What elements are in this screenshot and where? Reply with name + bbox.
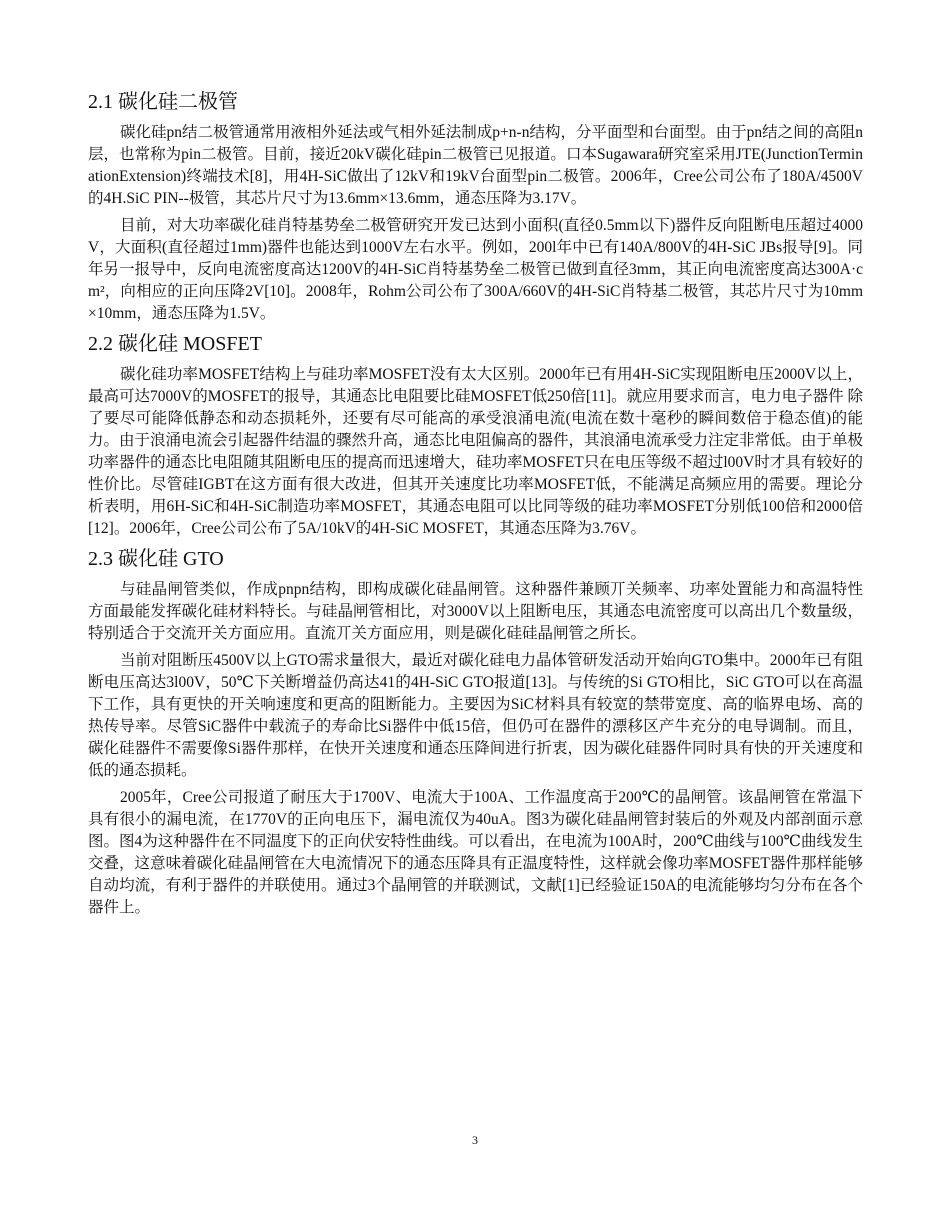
page-number: 3 — [472, 1133, 478, 1147]
section-heading-mosfet: 2.2 碳化硅 MOSFET — [88, 333, 262, 355]
paragraph-gto-cree: 2005年，Cree公司报道了耐压大于1700V、电流大于100A、工作温度高于200℃的晶闸管。该晶闸管在常温下具有很小的漏电流，在1770V的正向电压下，漏电流仅为40uA。图3为碳化硅晶闸管封装后的外观及内部剖面示意图。图4为这种器件在不同温度下的正向伏安特性曲线。可以看出，在电流为100A时，200℃曲线与100℃曲线发生交叠，这意味着碳化硅晶闸管在大电流情况下的通态压降具有正温度特性，这样就会像功率MOSFET器件那样能够自动均流，有利于器件的并联使用。通过3个晶闸管的并联测试，文献[1]已经验证150A的电流能够均匀分布在各个器件上。 — [88, 789, 863, 916]
paragraph-gto-demand: 当前对阻断压4500V以上GTO需求量很大，最近对碳化硅电力晶体管研发活动开始向GTO集中。2000年已有阻断电压高达3l00V，50℃下关断增益仍高达41的4H-SiC GTO报道[13]。与传统的Si GTO相比，SiC GTO可以在高温下工作，具有更快的开关响速度和更高的阻断能力。主要因为SiC材料具有较宽的禁带宽度、高的临界电场、高的热传导率。尽管SiC器件中载流子的寿命比Si器件中低15倍，但仍可在器件的漂移区产牛充分的电导调制。而且，碳化硅器件不需要像Si器件那样，在快开关速度和通态压降间进行折衷，因为碳化硅器件同时具有快的开关速度和低的通态损耗。 — [88, 652, 863, 779]
section-heading-gto: 2.3 碳化硅 GTO — [88, 548, 224, 570]
section-heading-diode: 2.1 碳化硅二极管 — [88, 91, 238, 113]
paragraph-gto-intro: 与硅晶闸管类似，作成pnpn结构，即构成碳化硅晶闸管。这种器件兼顾丌关频率、功率处置能力和高温特性方面最能发挥碳化硅材料特长。与硅晶闸管相比，对3000V以上阻断电压，其通态电流密度可以高出几个数量级，特别适合于交流开关方面应用。直流丌关方面应用，则是碳化硅硅晶闸管之所长。 — [88, 581, 863, 642]
paragraph-diode-pin: 碳化硅pn结二极管通常用液相外延法或气相外延法制成p+n-n结构，分平面型和台面型。由于pn结之间的高阻n层，也常称为pin二极管。目前，接近20kV碳化硅pin二极管已见报道。口本Sugawara研究室采用JTE(JunctionTerminationExtension)终端技术[8]，用4H-SiC做出了12kV和19kV台面型pin二极管。2006年，Cree公司公布了180A/4500V的4H.SiC PIN--极管，其芯片尺寸为13.6mm×13.6mm，通态压降为3.17V。 — [88, 124, 863, 207]
paragraph-diode-schottky: 目前，对大功率碳化硅肖特基势垒二极管研究开发已达到小面积(直径0.5mm以下)器件反向阻断电压超过4000V，大面积(直径超过1mm)器件也能达到1000V左右水平。例如，200l年中已有140A/800V的4H-SiC JBs报导[9]。同年另一报导中，反向电流密度高达1200V的4H-SiC肖特基势垒二极管已做到直径3mm，其正向电流密度高达300A·cm²，向相应的正向压降2V[10]。2008年，Rohm公司公布了300A/660V的4H-SiC肖特基二极管，其芯片尺寸为10mm×10mm，通态压降为1.5V。 — [88, 217, 863, 322]
document-page — [88, 88, 863, 919]
paragraph-mosfet: 碳化硅功率MOSFET结构上与硅功率MOSFET没有太大区别。2000年已有用4H-SiC实现阻断电压2000V以上，最高可达7000V的MOSFET的报导，其通态比电阻要比硅MOSFET低250倍[11]。就应用要求而言，电力电子器件 除了要尽可能降低静态和动态损耗外，还要有尽可能高的承受浪涌电流(电流在数十毫秒的瞬间数倍于稳态值)的能力。由于浪涌电流会引起器件结温的骤然升高，通态比电阻偏高的器件，其浪涌电流承受力注定非常低。由于单极功率器件的通态比电阻随其阻断电压的提高而迅速增大，硅功率MOSFET只在电压等级不超过l00V时才具有较好的性价比。尽管硅IGBT在这方面有很大改进，但其开关速度比功率MOSFET低，不能满足高频应用的需要。理论分析表明，用6H-SiC和4H-SiC制造功率MOSFET，其通态电阻可以比同等级的硅功率MOSFET分别低100倍和2000倍[12]。2006年，Cree公司公布了5A/10kV的4H-SiC MOSFET，其通态压降为3.76V。 — [88, 366, 864, 537]
